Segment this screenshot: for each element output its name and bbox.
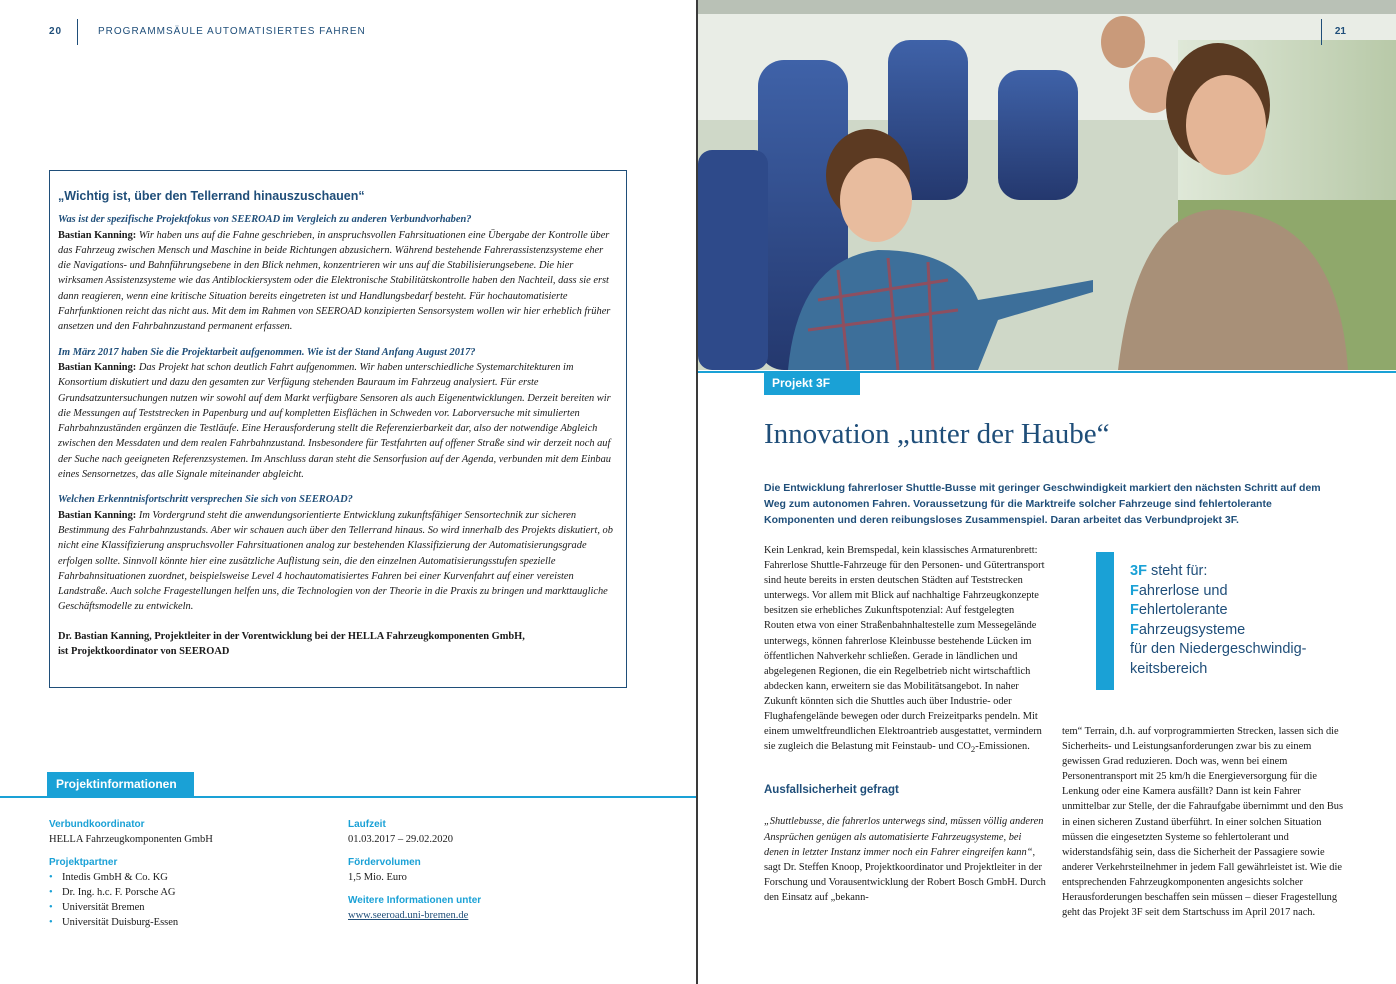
interview-block-1 [58,212,618,334]
body-column-2 [1062,724,1344,920]
header-divider [77,19,78,45]
project-info-column-2 [348,817,481,923]
runtime-value: 01.03.2017 – 29.02.2020 [348,834,453,845]
highlight-letter: F [1130,602,1139,618]
interview-answer [58,508,618,615]
box-line: ahrerlose und [1138,582,1228,599]
interview-question: Welchen Erkenntnisfortschritt versprechen Sie sich von SEEROAD? [58,494,353,506]
box-line: ehlertolerante [1138,602,1228,618]
bus-passengers-photo [698,0,1396,370]
paragraph-text: , sagt Dr. Steffen Knoop, Projektkoordinator und Projektleiter in der Forschung und Vorausentwicklung der Robert Bosch GmbH. Durch den Einsatz auf „bekann- [764,846,1046,903]
3f-definition-text [1130,562,1307,679]
coordinator-label: Verbundkoordinator [49,819,145,830]
article-headline: Innovation „unter der Haube“ [764,418,1110,450]
box-line: steht für: [1146,563,1208,579]
interview-question: Im März 2017 haben Sie die Projektarbeit aufgenommen. Wie ist der Stand Anfang August 2017? [58,346,476,358]
runtime-label: Laufzeit [348,819,386,830]
co2-subscript: 2 [970,744,976,755]
paragraph-text: Kein Lenkrad, kein Bremspedal, kein klassisches Armaturenbrett: Fahrerlose Shuttle-Fahrzeuge für den Personen- und Gütertransport sind heute bereits in ersten deutschen Städten auf Teststrecken unterwegs. Vor allem mit Blick auf nachhaltige Fahrzeugkonzepte besitzen sie erhebliches Zukunftspotenzial: Auf festgelegten Routen etwa von einer Straßenbahnhaltestelle zum Messegelände unterwegs, können fahrerlose Kleinbusse bestehende Lücken im öffentlichen Nahverkehr schließen. Gerade in ländlichen und abgelegenen Regionen, die ein Regelbetrieb nicht wirtschaftlich abdecken kann, erweitern sie das Mobilitätsangebot. In naher Zukunft könnten sich die Shuttles auch über Industrie- oder Flughafengelände bewegen oder durch Freizeitparks pendeln. Mit einem umweltfreundlichen Elektroantrieb ausgestattet, vermindern sie zugleich die Belastung mit Feinstaub- und CO [764,545,1045,753]
funding-value: 1,5 Mio. Euro [348,872,407,883]
header-divider [1321,19,1322,45]
list-item: • Universität Duisburg-Essen [49,915,213,930]
3f-definition-box [1096,552,1342,690]
quote-text: „Shuttlebusse, die fahrerlos unterwegs sind, müssen völlig anderen Ansprüchen genügen als automatisierte Fahrzeugsysteme, bei denen in letzter Instanz immer noch ein Fahrer eingreifen kann“ [764,816,1044,858]
page-number-left: 20 [49,26,63,37]
photo-illustration [698,0,1396,370]
interview-signature [58,629,618,660]
more-info-label: Weitere Informationen unter [348,895,482,906]
highlight-letter: 3F [1130,563,1147,579]
list-item: • Universität Bremen [49,900,213,915]
body-paragraph: tem“ Terrain, d.h. auf vorprogrammierten Strecken, lassen sich die Sicherheits- und Leistungsanforderungen zwar bis zu einem gewissen Grad reduzieren. Doch was, wenn bei einem Personentransport mit 25 km/h die Energieversorgung für die Lenkung oder eine Kamera ausfällt? Dann ist kein Fahrer unmittelbar zur Stelle, der die Fahraufgabe übernimmt und den Bus in einen sicheren Zustand überführt. In einer solchen Situation müssen die eingesetzten Systeme so fehlertolerant und widerstandsfähig sein, dass die Sicherheit der Passagiere sowie anderer Verkehrsteilnehmer in jedem Fall gewährleistet ist. Wie die entsprechenden Fahrzeugkomponenten angesichts solcher Herausforderungen beschaffen sein müssen – dieser Fragestellung geht das Projekt 3F seit dem Startschuss im April 2017 nach. [1062,726,1344,919]
body-column-1 [764,543,1046,905]
page-number-text: 21 [1334,26,1346,37]
interview-question: Was ist der spezifische Projektfokus von SEEROAD im Vergleich zu anderen Verbundvorhaben? [58,214,472,226]
answer-text: Das Projekt hat schon deutlich Fahrt aufgenommen. Wir haben unterschiedliche Systemarchitekturen im Konsortium diskutiert und dazu den gesamten zur Verfügung stehenden Bauraum im Fahrzeug analysiert. Für erste Grundsatzuntersuchungen nutzen wir sowohl auf dem Markt verfügbare Sensoren als auch Eigenentwicklungen. Derzeit bereiten wir die Messungen auf Teststrecken in Papenburg und auf kompletten Eisflächen in Schweden vor. Laborversuche mit simulierten Fahrbahnzuständen ergänzen die Testläufe. Eine Herausforderung stellt die Referenzierbarkeit dar, also der notwendige Abgleich zwischen den Messdaten und dem realen Fahrbahnzustand. Insbesondere für Testfahrten auf offener Straße sind wir derzeit noch auf der Suche nach geeigneten Referenzsystemen. Im Anschluss daran steht die Sensorfusion auf der Agenda, verbunden mit dem Einbau eines Sensornetzes, das alle Signale miteinander abgleicht. [58,361,612,481]
interview-block-3 [58,492,618,614]
partners-list [49,870,213,930]
answer-text: Wir haben uns auf die Fahne geschrieben, in anspruchsvollen Fahrsituationen eine Übergabe der Kontrolle über das Fahrzeug zwischen Mensch und Maschine in beide Richtungen abzusichern. Während bestehende Fahrerassistenzsysteme eher die Navigations- und Bahnführungsebene in den Blick nehmen, konzentrieren wir uns auf die Stabilisierungsebene. Die hier wirksamen Assistenzsysteme wie das Antiblockiersystem oder die Elektronische Stabilitätskontrolle haben den Nachteil, dass sie erst dann reagieren, wenn eine kritische Situation bereits eingetreten ist und Handlungsbedarf besteht. Für hochautomatisierte Fahrfunktionen reicht das nicht aus. Mit dem im Rahmen von SEEROAD konzipierten Sensorsystem wollen wir hier erheblich früher ansetzen und den Fahrbahnzustand permanent erfassen. [58,229,611,333]
left-page [0,0,697,984]
page-number-right [1335,26,1346,37]
box-line: ahrzeugsysteme [1138,621,1246,638]
box-line: für den Niedergeschwindig- [1130,641,1307,657]
running-title: PROGRAMMSÄULE AUTOMATISIERTES FAHREN [98,26,366,37]
highlight-letter: F [1130,621,1139,638]
project-info-rule [0,796,697,798]
interview-answer [58,360,618,482]
signature-line-2: ist Projektkoordinator von SEEROAD [58,646,230,658]
project-tag: Projekt 3F [764,371,860,395]
highlight-letter: F [1130,582,1139,599]
more-info-link[interactable]: www.seeroad.uni-bremen.de [348,910,469,921]
signature-line-1: Dr. Bastian Kanning, Projektleiter in der Vorentwicklung bei der HELLA Fahrzeugkomponenten GmbH, [58,630,525,642]
box-line: keitsbereich [1130,660,1208,677]
interview-answer [58,228,618,335]
interview-title: „Wichtig ist, über den Tellerrand hinauszuschauen“ [58,189,365,203]
speaker-name: Bastian Kanning: [58,229,137,241]
body-paragraph [764,543,1046,757]
right-page [698,0,1396,984]
project-info-tab: Projektinformationen [47,772,194,796]
list-item: • Dr. Ing. h.c. F. Porsche AG [49,885,213,900]
coordinator-value: HELLA Fahrzeugkomponenten GmbH [49,834,213,845]
speaker-name: Bastian Kanning: [58,361,137,373]
accent-bar [1096,552,1114,690]
interview-block-2 [58,345,618,483]
speaker-name: Bastian Kanning: [58,509,137,521]
subheading: Ausfallsicherheit gefragt [764,784,899,797]
list-item: • Intedis GmbH & Co. KG [49,870,213,885]
funding-label: Fördervolumen [348,857,421,868]
project-info-column-1 [49,817,213,930]
partners-label: Projektpartner [49,857,118,868]
interview-box [49,170,627,688]
body-paragraph [764,814,1046,905]
answer-text: Im Vordergrund steht die anwendungsorientierte Entwicklung zukunftsfähiger Sensortechnik zur sicheren Bestimmung des Fahrbahnzustands. Aber wir schauen auch über den Tellerrand hinaus. So wird innerhalb des Projekts diskutiert, ob nicht eine Klassifizierung anspruchsvoller Fahrsituationen analog zur bestehenden Klassifizierung der Automatisierungsgrade erfolgen sollte. Sinnvoll könnte hier eine zusätzliche Auflistung sein, die den einzelnen Automatisierungsstufen spezielle Fahrbahnsituationen zuordnet, beispielsweise Level 4 hochautomatisiertes Fahren bei einer Kurvenfahrt auf einer vereisten Landstraße. Auch solche Fragestellungen helfen uns, die Technologien von der Theorie in die Praxis zu bringen und markttaugliche Geschäftsmodelle zu entwickeln. [58,509,613,613]
article-lead: Die Entwicklung fahrerloser Shuttle-Busse mit geringer Geschwindigkeit markiert den nächsten Schritt auf dem Weg zum autonomen Fahren. Voraussetzung für die Marktreife solcher Fahrzeuge sind fehlertolerante Komponenten und deren reibungsloses Zusammenspiel. Daran arbeitet das Verbundprojekt 3F. [764,482,1321,526]
paragraph-text-end: -Emissionen. [975,741,1030,753]
